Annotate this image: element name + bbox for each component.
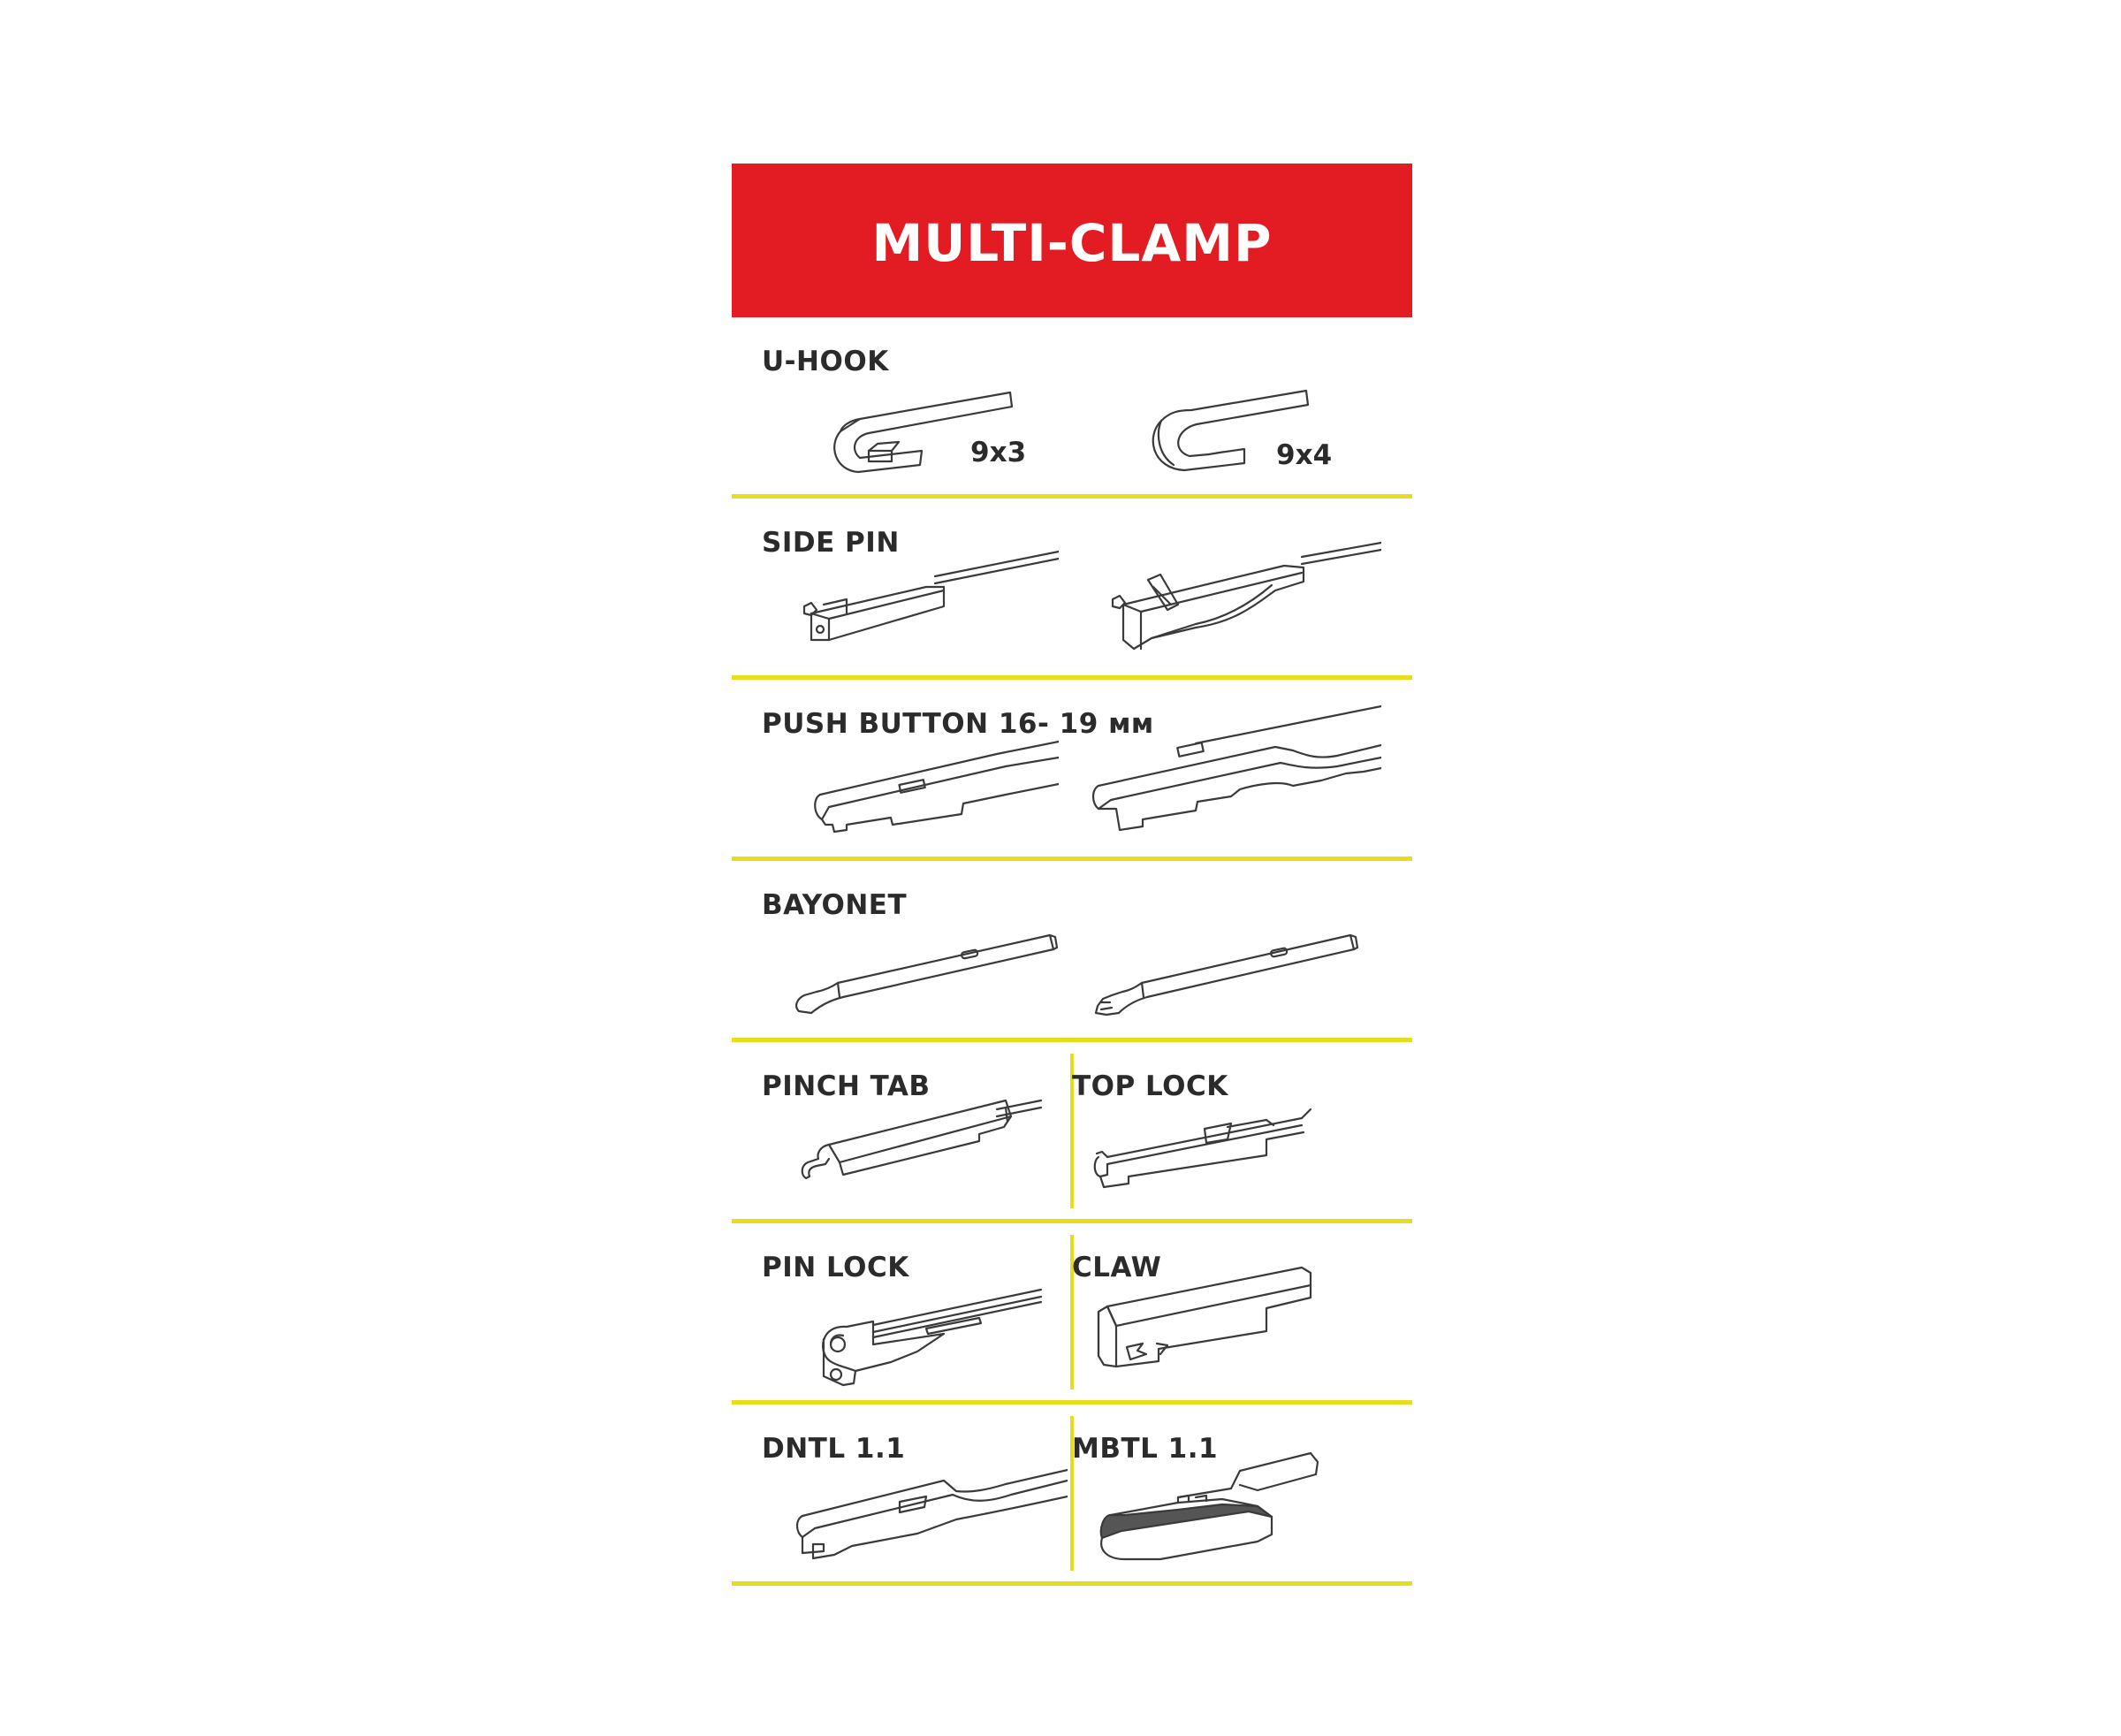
top-lock-icon	[1072, 1077, 1364, 1210]
bayonet-a-icon	[785, 914, 1068, 1020]
pinch-tab-icon	[785, 1077, 1076, 1210]
row-bayonet	[732, 861, 1412, 1042]
chart-title: MULTI-CLAMP	[871, 213, 1273, 273]
dntl-icon	[767, 1440, 1068, 1572]
push-button-19mm-icon	[1081, 697, 1381, 848]
cell-pinch-tab	[732, 1042, 1072, 1219]
multi-clamp-adapter-chart	[732, 164, 1412, 1592]
cell-top-lock	[1072, 1042, 1412, 1219]
pin-lock-label: PIN LOCK	[762, 1252, 909, 1283]
cell-pin-lock	[732, 1223, 1072, 1400]
bayonet-b-icon	[1085, 914, 1368, 1020]
u-hook-size-a: 9x3	[970, 437, 1027, 468]
top-lock-label: TOP LOCK	[1072, 1070, 1228, 1102]
row-dntl-mbtl	[732, 1405, 1412, 1586]
u-hook-label: U-HOOK	[762, 346, 889, 377]
cell-dntl	[732, 1405, 1072, 1581]
bayonet-label: BAYONET	[762, 889, 908, 921]
push-button-label: PUSH BUTTON 16- 19 мм	[762, 708, 1154, 740]
side-pin-wide-icon	[1099, 525, 1381, 666]
claw-icon	[1072, 1250, 1364, 1391]
push-button-16mm-icon	[794, 733, 1059, 848]
row-push-button	[732, 680, 1412, 861]
cell-claw	[1072, 1223, 1412, 1400]
cell-u-hook	[732, 317, 1412, 494]
side-pin-narrow-icon	[794, 534, 1059, 666]
dntl-label: DNTL 1.1	[762, 1433, 906, 1465]
row-u-hook	[732, 317, 1412, 499]
row-side-pin	[732, 499, 1412, 680]
mbtl-icon	[1072, 1418, 1364, 1577]
pinch-tab-label: PINCH TAB	[762, 1070, 931, 1102]
mbtl-label: MBTL 1.1	[1072, 1433, 1219, 1465]
row-pin-lock-claw	[732, 1223, 1412, 1405]
cell-mbtl	[1072, 1405, 1412, 1581]
pin-lock-icon	[785, 1263, 1076, 1396]
cell-side-pin	[732, 499, 1412, 675]
side-pin-label: SIDE PIN	[762, 527, 900, 559]
title-banner	[732, 164, 1412, 317]
cell-bayonet	[732, 861, 1412, 1038]
u-hook-size-b: 9x4	[1276, 439, 1333, 471]
cell-push-button	[732, 680, 1412, 857]
row-pinch-tab-top-lock	[732, 1042, 1412, 1223]
claw-label: CLAW	[1072, 1252, 1162, 1283]
